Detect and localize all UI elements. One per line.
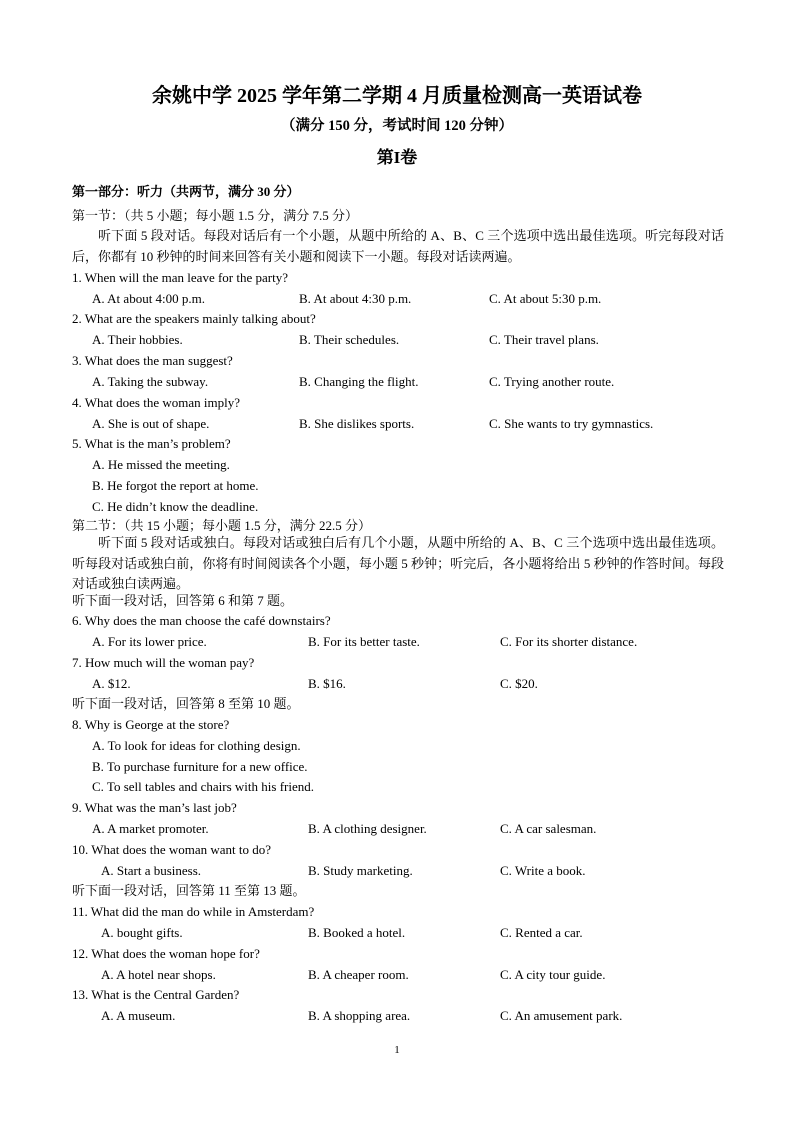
option-c: C. To sell tables and chairs with his friend.	[92, 779, 314, 794]
question-text: 6. Why does the man choose the café downstairs?	[72, 613, 331, 628]
option-b: B. A cheaper room.	[308, 967, 409, 982]
question-text: 11. What did the man do while in Amsterdam?	[72, 904, 315, 919]
dialogue-instruction: 听下面一段对话，回答第 11 至第 13 题。	[72, 883, 306, 898]
section1-instructions: 听下面 5 段对话。每段对话后有一个小题，从题中所给的 A、B、C 三个选项中选出最佳选项。听完每段对话后，你都有 10 秒钟的时间来回答有关小题和阅读下一小题。每段对话读两遍。	[72, 228, 724, 264]
section2-instructions: 听下面 5 段对话或独白。每段对话或独白后有几个小题，从题中所给的 A、B、C 三个选项中选出最佳选项。听每段对话或独白前，你将有时间阅读各个小题，每小题 5 秒钟；听完后，各小题将给出 5 秒钟的作答时间。每段对话或独白读两遍。	[72, 535, 724, 591]
question-text: 13. What is the Central Garden?	[72, 987, 240, 1002]
section2-heading: 第二节：（共 15 小题；每小题 1.5 分，满分 22.5 分）	[72, 518, 372, 533]
option-c: C. An amusement park.	[500, 1008, 623, 1023]
page-number: 1	[394, 1044, 400, 1056]
option-c: C. Write a book.	[500, 863, 586, 878]
option-a: A. A museum.	[101, 1008, 176, 1023]
section1-heading: 第一节：（共 5 小题；每小题 1.5 分，满分 7.5 分）	[72, 208, 359, 223]
option-c: C. Trying another route.	[489, 374, 615, 389]
option-b: B. For its better taste.	[308, 634, 420, 649]
question-text: 12. What does the woman hope for?	[72, 946, 260, 961]
question-text: 4. What does the woman imply?	[72, 395, 241, 410]
question-text: 9. What was the man’s last job?	[72, 800, 237, 815]
option-b: B. She dislikes sports.	[299, 416, 415, 431]
option-b: B. To purchase furniture for a new office.	[92, 759, 308, 774]
option-c: C. A car salesman.	[500, 821, 597, 836]
option-a: A. For its lower price.	[92, 634, 207, 649]
option-c: C. A city tour guide.	[500, 967, 606, 982]
option-b: B. Study marketing.	[308, 863, 413, 878]
option-a: A. A market promoter.	[92, 821, 209, 836]
volume-heading: 第I卷	[376, 148, 418, 167]
option-a: A. Their hobbies.	[92, 332, 183, 347]
question-text: 3. What does the man suggest?	[72, 353, 233, 368]
option-c: C. $20.	[500, 676, 538, 691]
option-b: B. Booked a hotel.	[308, 925, 406, 940]
option-c: C. Rented a car.	[500, 925, 583, 940]
option-b: B. Changing the flight.	[299, 374, 419, 389]
question-text: 10. What does the woman want to do?	[72, 842, 272, 857]
option-b: B. At about 4:30 p.m.	[299, 291, 412, 306]
option-a: A. $12.	[92, 676, 131, 691]
question-text: 8. Why is George at the store?	[72, 717, 230, 732]
option-c: C. For its shorter distance.	[500, 634, 638, 649]
option-b: B. Their schedules.	[299, 332, 400, 347]
option-a: A. bought gifts.	[101, 925, 183, 940]
option-b: B. A clothing designer.	[308, 821, 427, 836]
option-a: A. Taking the subway.	[92, 374, 209, 389]
option-c: C. Their travel plans.	[489, 332, 599, 347]
option-a: A. Start a business.	[101, 863, 202, 878]
option-b: B. A shopping area.	[308, 1008, 411, 1023]
question-text: 7. How much will the woman pay?	[72, 655, 255, 670]
option-c: C. He didn’t know the deadline.	[92, 499, 259, 514]
part-heading: 第一部分：听力（共两节，满分 30 分）	[72, 184, 300, 199]
question-text: 2. What are the speakers mainly talking about?	[72, 311, 316, 326]
option-a: A. At about 4:00 p.m.	[92, 291, 206, 306]
option-b: B. He forgot the report at home.	[92, 478, 259, 493]
question-text: 1. When will the man leave for the party?	[72, 270, 288, 285]
option-b: B. $16.	[308, 676, 346, 691]
option-c: C. At about 5:30 p.m.	[489, 291, 602, 306]
option-c: C. She wants to try gymnastics.	[489, 416, 654, 431]
option-a: A. He missed the meeting.	[92, 457, 230, 472]
option-a: A. To look for ideas for clothing design.	[92, 738, 301, 753]
page-title: 余姚中学 2025 学年第二学期 4 月质量检测高一英语试卷	[152, 85, 642, 107]
dialogue-instruction: 听下面一段对话，回答第 6 和第 7 题。	[72, 593, 294, 608]
exam-info: （满分 150 分，考试时间 120 分钟）	[281, 118, 513, 134]
option-a: A. A hotel near shops.	[101, 967, 216, 982]
dialogue-instruction: 听下面一段对话，回答第 8 至第 10 题。	[72, 696, 300, 711]
option-a: A. She is out of shape.	[92, 416, 210, 431]
question-text: 5. What is the man’s problem?	[72, 436, 231, 451]
